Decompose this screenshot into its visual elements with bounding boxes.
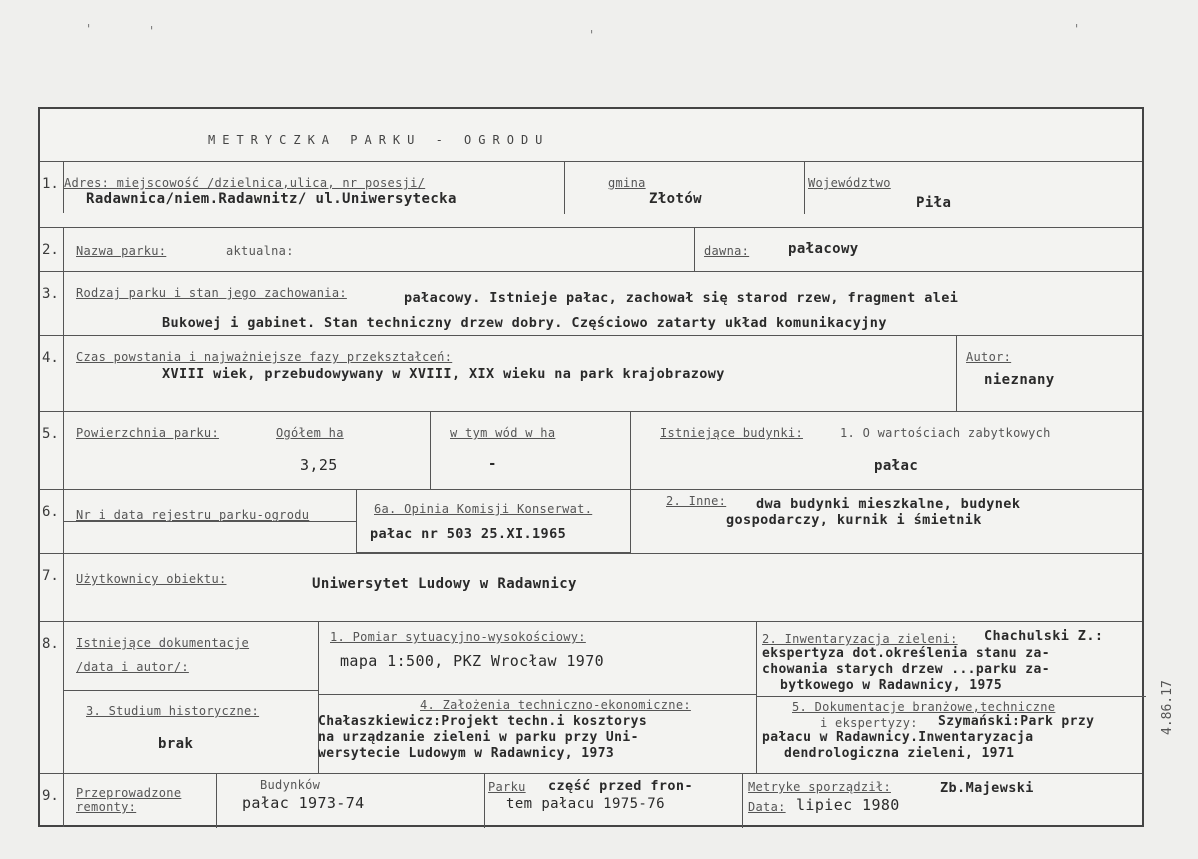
- area-label: Powierzchnia parku:: [76, 426, 219, 440]
- row-area: [40, 411, 1142, 489]
- row-address: [40, 161, 1142, 213]
- former-name-value: pałacowy: [788, 241, 859, 257]
- speck: ': [1073, 22, 1081, 36]
- author-value: nieznany: [984, 372, 1055, 388]
- date-value: lipiec 1980: [796, 796, 900, 814]
- buildings-value: pałac: [874, 458, 919, 474]
- survey-value: mapa 1:500, PKZ Wrocław 1970: [340, 652, 605, 670]
- renovations-sub-label: remonty:: [76, 800, 137, 814]
- address-value: Radawnica/niem.Radawnitz/ ul.Uniwersytecka: [86, 191, 457, 207]
- tech-economic-label: 4. Założenia techniczno-ekonomiczne:: [420, 698, 691, 712]
- row-park-name: [40, 227, 1142, 271]
- total-area-label: Ogółem ha: [276, 426, 344, 440]
- greenery-inventory-line-3: chowania starych drzew ...parku za-: [762, 662, 1050, 677]
- users-value: Uniwersytet Ludowy w Radawnicy: [312, 576, 577, 592]
- speck: ': [148, 24, 156, 38]
- period-label: Czas powstania i najważniejsze fazy przekształceń:: [76, 350, 453, 364]
- conservator-opinion-label: 6a. Opinia Komisji Konserwat.: [374, 502, 593, 516]
- row-number: 1.: [40, 162, 64, 213]
- total-area-value: 3,25: [300, 456, 338, 474]
- row-number: 4.: [40, 336, 64, 411]
- row-number: 3.: [40, 272, 64, 335]
- park-renovation-line-1: część przed fron-: [548, 778, 693, 794]
- greenery-inventory-label: 2. Inwentaryzacja zieleni:: [762, 632, 958, 646]
- row-register: [40, 489, 1142, 553]
- row-history: [40, 335, 1142, 411]
- row-park-type: [40, 271, 1142, 335]
- branch-docs-line-3: dendrologiczna zieleni, 1971: [784, 746, 1015, 761]
- row-users: [40, 553, 1142, 621]
- water-area-value: -: [488, 456, 497, 472]
- historical-study-value: brak: [158, 736, 194, 752]
- survey-label: 1. Pomiar sytuacyjno-wysokościowy:: [330, 630, 586, 644]
- voivodeship-label: Województwo: [808, 176, 891, 190]
- former-name-label: dawna:: [704, 244, 750, 258]
- compiled-by-value: Zb.Majewski: [940, 780, 1034, 796]
- row-documentation: [40, 621, 1142, 773]
- other-buildings-line-2: gospodarczy, kurnik i śmietnik: [726, 512, 982, 528]
- water-area-label: w tym wód w ha: [450, 426, 556, 440]
- date-label: Data:: [748, 800, 786, 814]
- greenery-inventory-line-1: Chachulski Z.:: [984, 628, 1104, 644]
- row-number: 8.: [40, 622, 64, 773]
- gmina-label: gmina: [608, 176, 646, 190]
- speck: ': [85, 22, 93, 36]
- buildings-renovation-label: Budynków: [260, 778, 321, 792]
- row-number: 6.: [40, 490, 64, 553]
- compiled-by-label: Metryke sporządził:: [748, 780, 891, 794]
- tech-economic-line-2: na urządzanie zieleni w parku przy Uni-: [318, 730, 639, 745]
- park-type-label: Rodzaj parku i stan jego zachowania:: [76, 286, 347, 300]
- speck: ': [588, 28, 596, 42]
- park-record-form: [38, 107, 1144, 827]
- row-number: 7.: [40, 554, 64, 621]
- buildings-label: Istniejące budynki:: [660, 426, 803, 440]
- other-buildings-line-1: dwa budynki mieszkalne, budynek: [756, 496, 1021, 512]
- margin-handwritten-note: 4.86.17: [1160, 680, 1175, 735]
- greenery-inventory-line-4: bytkowego w Radawnicy, 1975: [780, 678, 1003, 693]
- park-type-line-2: Bukowej i gabinet. Stan techniczny drzew dobry. Częściowo zatarty układ komunikacyjny: [162, 315, 887, 331]
- tech-economic-line-1: Chałaszkiewicz:Projekt techn.i kosztorys: [318, 714, 648, 729]
- current-name-label: aktualna:: [226, 244, 294, 258]
- renovations-label: Przeprowadzone: [76, 786, 182, 800]
- park-renovation-label: Parku: [488, 780, 526, 794]
- greenery-inventory-line-2: ekspertyza dot.określenia stanu za-: [762, 646, 1050, 661]
- row-renovations: [40, 773, 1142, 827]
- voivodeship-value: Piła: [916, 195, 952, 211]
- other-buildings-label: 2. Inne:: [666, 494, 727, 508]
- row-number: 9.: [40, 774, 64, 827]
- tech-economic-line-3: wersytecie Ludowym w Radawnicy, 1973: [318, 746, 615, 761]
- branch-docs-label: 5. Dokumentacje branżowe,techniczne: [792, 700, 1056, 714]
- park-name-label: Nazwa parku:: [76, 244, 167, 258]
- users-label: Użytkownicy obiektu:: [76, 572, 227, 586]
- branch-docs-line-1: Szymański:Park przy: [938, 714, 1095, 729]
- period-value: XVIII wiek, przebudowywany w XVIII, XIX wieku na park krajobrazowy: [162, 366, 725, 382]
- row-number: 5.: [40, 412, 64, 489]
- park-renovation-line-2: tem pałacu 1975-76: [506, 796, 665, 812]
- branch-docs-line-2: pałacu w Radawnicy.Inwentaryzacja: [762, 730, 1034, 745]
- gmina-value: Złotów: [649, 191, 702, 207]
- register-label: Nr i data rejestru parku-ogrodu: [76, 508, 310, 522]
- row-number: 2.: [40, 228, 64, 271]
- author-label: Autor:: [966, 350, 1012, 364]
- park-type-line-1: pałacowy. Istnieje pałac, zachował się starod rzew, fragment alei: [404, 290, 959, 306]
- buildings-sub-label: 1. O wartościach zabytkowych: [840, 426, 1051, 440]
- historical-study-label: 3. Studium historyczne:: [86, 704, 260, 718]
- branch-docs-sub-label: i ekspertyzy:: [820, 716, 918, 730]
- docs-label: Istniejące dokumentacje: [76, 636, 250, 650]
- buildings-renovation-value: pałac 1973-74: [242, 794, 365, 812]
- form-title: METRYCZKA PARKU - OGRODU: [208, 133, 550, 147]
- conservator-opinion-value: pałac nr 503 25.XI.1965: [370, 526, 567, 542]
- docs-sub-label: /data i autor/:: [76, 660, 189, 674]
- address-label: Adres: miejscowość /dzielnica,ulica, nr posesji/: [64, 176, 426, 190]
